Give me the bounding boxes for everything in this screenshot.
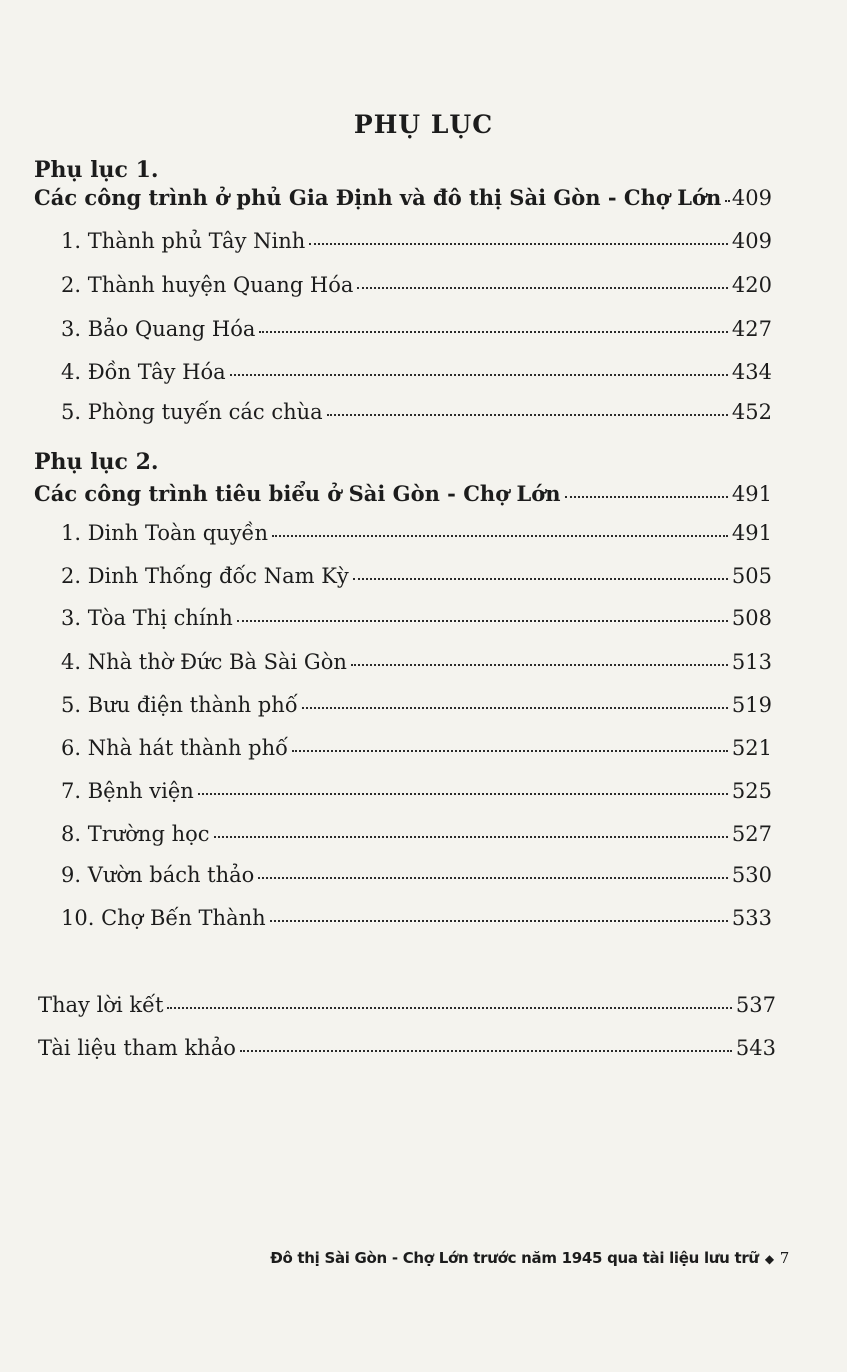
dot-leader — [270, 919, 728, 922]
toc-item-title: 8. Trường học — [61, 822, 210, 846]
toc-row[interactable] — [61, 360, 772, 384]
toc-row[interactable] — [61, 779, 772, 803]
dot-leader — [272, 534, 728, 537]
dot-leader — [351, 663, 728, 666]
toc-row[interactable] — [61, 863, 772, 887]
dot-leader — [302, 706, 728, 709]
dot-leader — [230, 373, 728, 376]
toc-row[interactable] — [61, 650, 772, 674]
toc-page-number: 409 — [731, 186, 772, 210]
toc-item-title: 4. Nhà thờ Đức Bà Sài Gòn — [61, 650, 347, 674]
toc-page-number: 527 — [731, 822, 772, 846]
toc-page-number: 434 — [731, 360, 772, 384]
toc-page-number: 530 — [731, 863, 772, 887]
toc-row[interactable] — [61, 400, 772, 424]
toc-item-title: 9. Vườn bách thảo — [61, 863, 255, 887]
toc-page-number: 533 — [731, 906, 772, 930]
dot-leader — [309, 242, 728, 245]
dot-leader — [258, 876, 728, 879]
toc-row-closing[interactable] — [38, 993, 776, 1017]
toc-item-title: 10. Chợ Bến Thành — [61, 906, 266, 930]
dot-leader — [327, 413, 728, 416]
footer-book-title: Đô thị Sài Gòn - Chợ Lớn trước năm 1945 qua tài liệu lưu trữ — [270, 1249, 759, 1267]
appendix-2-label: Phụ lục 2. — [34, 449, 159, 475]
toc-page-number: 452 — [731, 400, 772, 424]
toc-page-number: 537 — [735, 993, 776, 1017]
toc-row[interactable] — [61, 822, 772, 846]
toc-heading-title: Các công trình ở phủ Gia Định và đô thị Sài Gòn - Chợ Lớn — [34, 185, 722, 210]
toc-page-number: 420 — [731, 273, 772, 297]
page-title: PHỤ LỤC — [353, 110, 494, 139]
toc-page-number: 543 — [735, 1036, 776, 1060]
toc-heading-row[interactable] — [34, 481, 772, 506]
running-footer — [270, 1249, 789, 1267]
toc-page-number: 508 — [731, 606, 772, 630]
toc-item-title: Thay lời kết — [38, 993, 164, 1017]
toc-row[interactable] — [61, 736, 772, 760]
toc-item-title: Tài liệu tham khảo — [38, 1036, 236, 1060]
dot-leader — [240, 1049, 732, 1052]
toc-heading-title: Các công trình tiêu biểu ở Sài Gòn - Chợ Lớn — [34, 481, 561, 506]
footer-page-number: 7 — [779, 1249, 789, 1267]
toc-heading-row[interactable] — [34, 185, 772, 210]
dot-leader — [259, 330, 728, 333]
toc-item-title: 1. Thành phủ Tây Ninh — [61, 229, 306, 253]
toc-row[interactable] — [61, 606, 772, 630]
dot-leader — [357, 286, 727, 289]
toc-row[interactable] — [61, 317, 772, 341]
toc-page-number: 521 — [731, 736, 772, 760]
dot-leader — [237, 619, 728, 622]
toc-item-title: 6. Nhà hát thành phố — [61, 736, 288, 760]
dot-leader — [565, 495, 728, 498]
dot-leader — [198, 792, 728, 795]
toc-row-references[interactable] — [38, 1036, 776, 1060]
toc-row[interactable] — [61, 693, 772, 717]
appendix-1-label: Phụ lục 1. — [34, 157, 159, 183]
toc-row[interactable] — [61, 273, 772, 297]
toc-row[interactable] — [61, 229, 772, 253]
toc-item-title: 3. Bảo Quang Hóa — [61, 317, 256, 341]
toc-page-number: 491 — [731, 521, 772, 545]
toc-item-title: 5. Phòng tuyến các chùa — [61, 400, 323, 424]
dot-leader — [292, 749, 728, 752]
toc-page-number: 491 — [731, 482, 772, 506]
toc-item-title: 2. Dinh Thống đốc Nam Kỳ — [61, 564, 349, 588]
dot-leader — [214, 835, 728, 838]
toc-item-title: 3. Tòa Thị chính — [61, 606, 233, 630]
toc-item-title: 2. Thành huyện Quang Hóa — [61, 273, 354, 297]
toc-row[interactable] — [61, 906, 772, 930]
toc-item-title: 4. Đồn Tây Hóa — [61, 360, 226, 384]
toc-page-number: 519 — [731, 693, 772, 717]
toc-page-number: 513 — [731, 650, 772, 674]
toc-item-title: 5. Bưu điện thành phố — [61, 693, 298, 717]
diamond-icon: ◆ — [764, 1252, 774, 1266]
toc-item-title: 1. Dinh Toàn quyền — [61, 521, 269, 545]
toc-page-number: 525 — [731, 779, 772, 803]
dot-leader — [725, 199, 728, 202]
toc-page-number: 427 — [731, 317, 772, 341]
dot-leader — [167, 1006, 731, 1009]
toc-page-number: 505 — [731, 564, 772, 588]
toc-page-number: 409 — [731, 229, 772, 253]
toc-item-title: 7. Bệnh viện — [61, 779, 194, 803]
toc-row[interactable] — [61, 521, 772, 545]
dot-leader — [353, 577, 728, 580]
toc-row[interactable] — [61, 564, 772, 588]
